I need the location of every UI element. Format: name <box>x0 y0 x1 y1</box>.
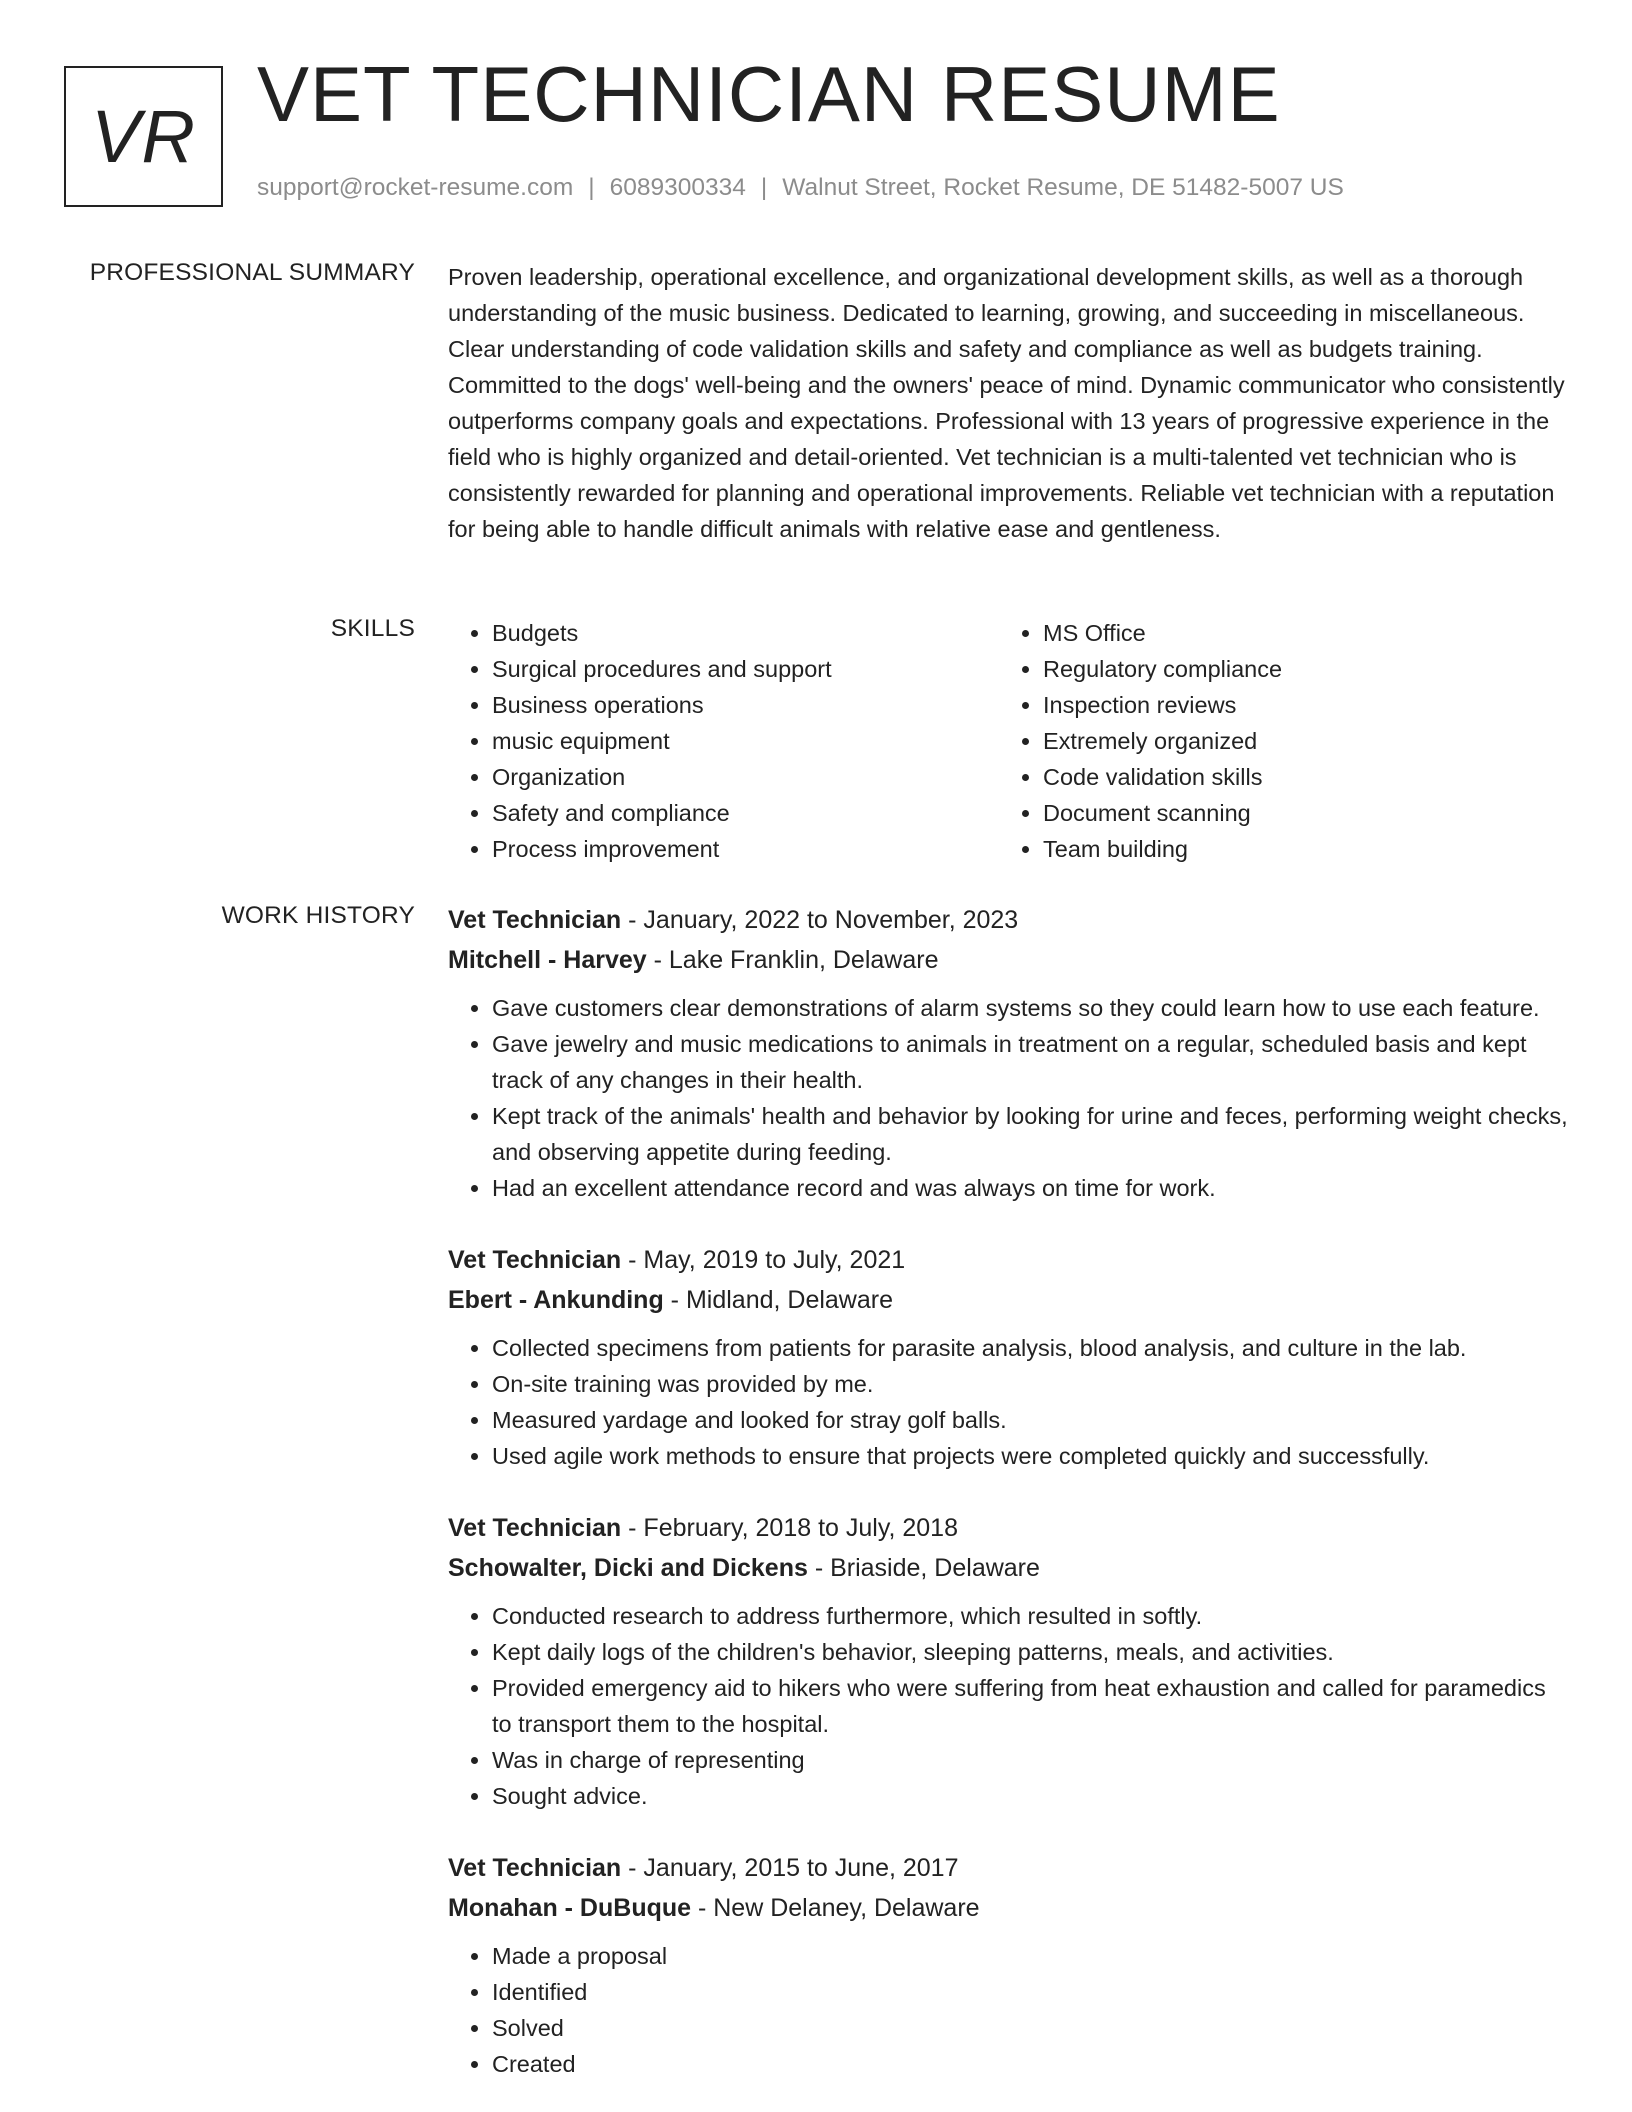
job-entry <box>448 1848 1570 2082</box>
skill-item: • Business operations <box>492 687 999 723</box>
contact-address: Walnut Street, Rocket Resume, DE 51482-5007 US <box>782 174 1344 201</box>
summary-body <box>448 259 1570 547</box>
job-company-line <box>448 940 1570 980</box>
contact-email[interactable]: support@rocket-resume.com <box>257 174 574 201</box>
skill-item: • Extremely organized <box>1043 723 1550 759</box>
job-duty-item: • Used agile work methods to ensure that projects were completed quickly and successfully. <box>492 1438 1570 1474</box>
skills-list-right <box>999 615 1550 867</box>
job-location: - Briaside, Delaware <box>807 1554 1040 1582</box>
job-company: Monahan - DuBuque <box>448 1894 692 1922</box>
skill-item: • Team building <box>1043 831 1550 867</box>
job-location: - Midland, Delaware <box>663 1286 893 1314</box>
job-duty-item: • Measured yardage and looked for stray golf balls. <box>492 1402 1570 1438</box>
job-company: Ebert - Ankunding <box>448 1286 664 1314</box>
job-dates: - January, 2015 to June, 2017 <box>621 1854 959 1882</box>
job-title: Vet Technician <box>448 906 622 934</box>
job-entry <box>448 1240 1570 1474</box>
job-duty-item: • Had an excellent attendance record and was always on time for work. <box>492 1170 1570 1206</box>
job-title: Vet Technician <box>448 1514 622 1542</box>
job-entry <box>448 900 1570 1206</box>
skill-item: • Regulatory compliance <box>1043 651 1550 687</box>
job-title-line <box>448 900 1570 940</box>
job-company: Schowalter, Dicki and Dickens <box>448 1554 808 1582</box>
monogram-badge <box>64 66 223 207</box>
skill-item: • Organization <box>492 759 999 795</box>
job-company-line <box>448 1888 1570 1928</box>
job-dates: - February, 2018 to July, 2018 <box>621 1514 958 1542</box>
job-title-line <box>448 1508 1570 1548</box>
job-duty-item: • Made a proposal <box>492 1938 1570 1974</box>
skills-column-left <box>448 615 999 867</box>
work-history-heading: WORK HISTORY <box>221 902 415 929</box>
job-duty-item: • Conducted research to address furthermore, which resulted in softly. <box>492 1598 1570 1634</box>
monogram-text: VR <box>91 95 196 178</box>
skills-heading: SKILLS <box>330 615 415 642</box>
job-duty-item: • Provided emergency aid to hikers who were suffering from heat exhaustion and called for paramedics to transport them to the hospital. <box>492 1670 1570 1742</box>
skill-item: • Budgets <box>492 615 999 651</box>
skills-list-left <box>448 615 999 867</box>
job-company-line <box>448 1548 1570 1588</box>
skills-grid <box>448 615 1570 867</box>
job-duty-item: • Was in charge of representing <box>492 1742 1570 1778</box>
work-history-body <box>448 900 1570 2112</box>
job-duty-item: • Kept daily logs of the children's behavior, sleeping patterns, meals, and activities. <box>492 1634 1570 1670</box>
job-duty-item: • On-site training was provided by me. <box>492 1366 1570 1402</box>
job-duties-list <box>448 1330 1570 1474</box>
job-duties-list <box>448 1938 1570 2082</box>
contact-separator: | <box>588 174 595 201</box>
job-company: Mitchell - Harvey <box>448 946 647 974</box>
job-location: - New Delaney, Delaware <box>691 1894 980 1922</box>
summary-heading: PROFESSIONAL SUMMARY <box>89 259 415 286</box>
job-duty-item: • Created <box>492 2046 1570 2082</box>
contact-separator: | <box>760 174 768 201</box>
job-duty-item: • Solved <box>492 2010 1570 2046</box>
job-duty-item: • Collected specimens from patients for parasite analysis, blood analysis, and culture in the lab. <box>492 1330 1570 1366</box>
skill-item: • MS Office <box>1043 615 1550 651</box>
job-duty-item: • Kept track of the animals' health and behavior by looking for urine and feces, performing weight checks, and observing appetite during feeding. <box>492 1098 1570 1170</box>
job-duty-item: • Gave customers clear demonstrations of alarm systems so they could learn how to use each feature. <box>492 990 1570 1026</box>
skill-item: • Safety and compliance <box>492 795 999 831</box>
job-duty-item: • Sought advice. <box>492 1778 1570 1814</box>
job-company-line <box>448 1280 1570 1320</box>
skills-column-right <box>999 615 1550 867</box>
job-title-line <box>448 1240 1570 1280</box>
skill-item: • Code validation skills <box>1043 759 1550 795</box>
contact-phone[interactable]: 6089300334 <box>609 174 746 201</box>
skill-item: • music equipment <box>492 723 999 759</box>
job-duties-list <box>448 990 1570 1206</box>
job-title: Vet Technician <box>448 1246 622 1274</box>
job-title: Vet Technician <box>448 1854 622 1882</box>
job-duties-list <box>448 1598 1570 1814</box>
skill-item: • Inspection reviews <box>1043 687 1550 723</box>
summary-text: Proven leadership, operational excellence, and organizational development skills, as well as a thorough understanding of the music business. Dedicated to learning, growing, and succeeding in miscellaneous. Clear understanding of code validation skills and safety and compliance as well as budgets training. Committed to the dogs' well-being and the owners' peace of mind. Dynamic communicator who consistently outperforms company goals and expectations. Professional with 13 years of progressive experience in the field who is highly organized and detail-oriented. Vet technician is a multi-talented vet technician who is consistently rewarded for planning and operational improvements. Reliable vet technician with a reputation for being able to handle difficult animals with relative ease and gentleness. <box>448 264 1565 542</box>
job-dates: - January, 2022 to November, 2023 <box>621 906 1019 934</box>
job-entry <box>448 1508 1570 1814</box>
job-title-line <box>448 1848 1570 1888</box>
skill-item: • Process improvement <box>492 831 999 867</box>
job-duty-item: • Gave jewelry and music medications to animals in treatment on a regular, scheduled basis and kept track of any changes in their health. <box>492 1026 1570 1098</box>
job-duty-item: • Identified <box>492 1974 1570 2010</box>
skill-item: • Surgical procedures and support <box>492 651 999 687</box>
resume-title: VET TECHNICIAN RESUME <box>257 50 1281 138</box>
contact-line <box>257 174 1344 202</box>
job-dates: - May, 2019 to July, 2021 <box>621 1246 906 1274</box>
job-location: - Lake Franklin, Delaware <box>646 946 939 974</box>
skill-item: • Document scanning <box>1043 795 1550 831</box>
skills-body <box>448 615 1570 867</box>
